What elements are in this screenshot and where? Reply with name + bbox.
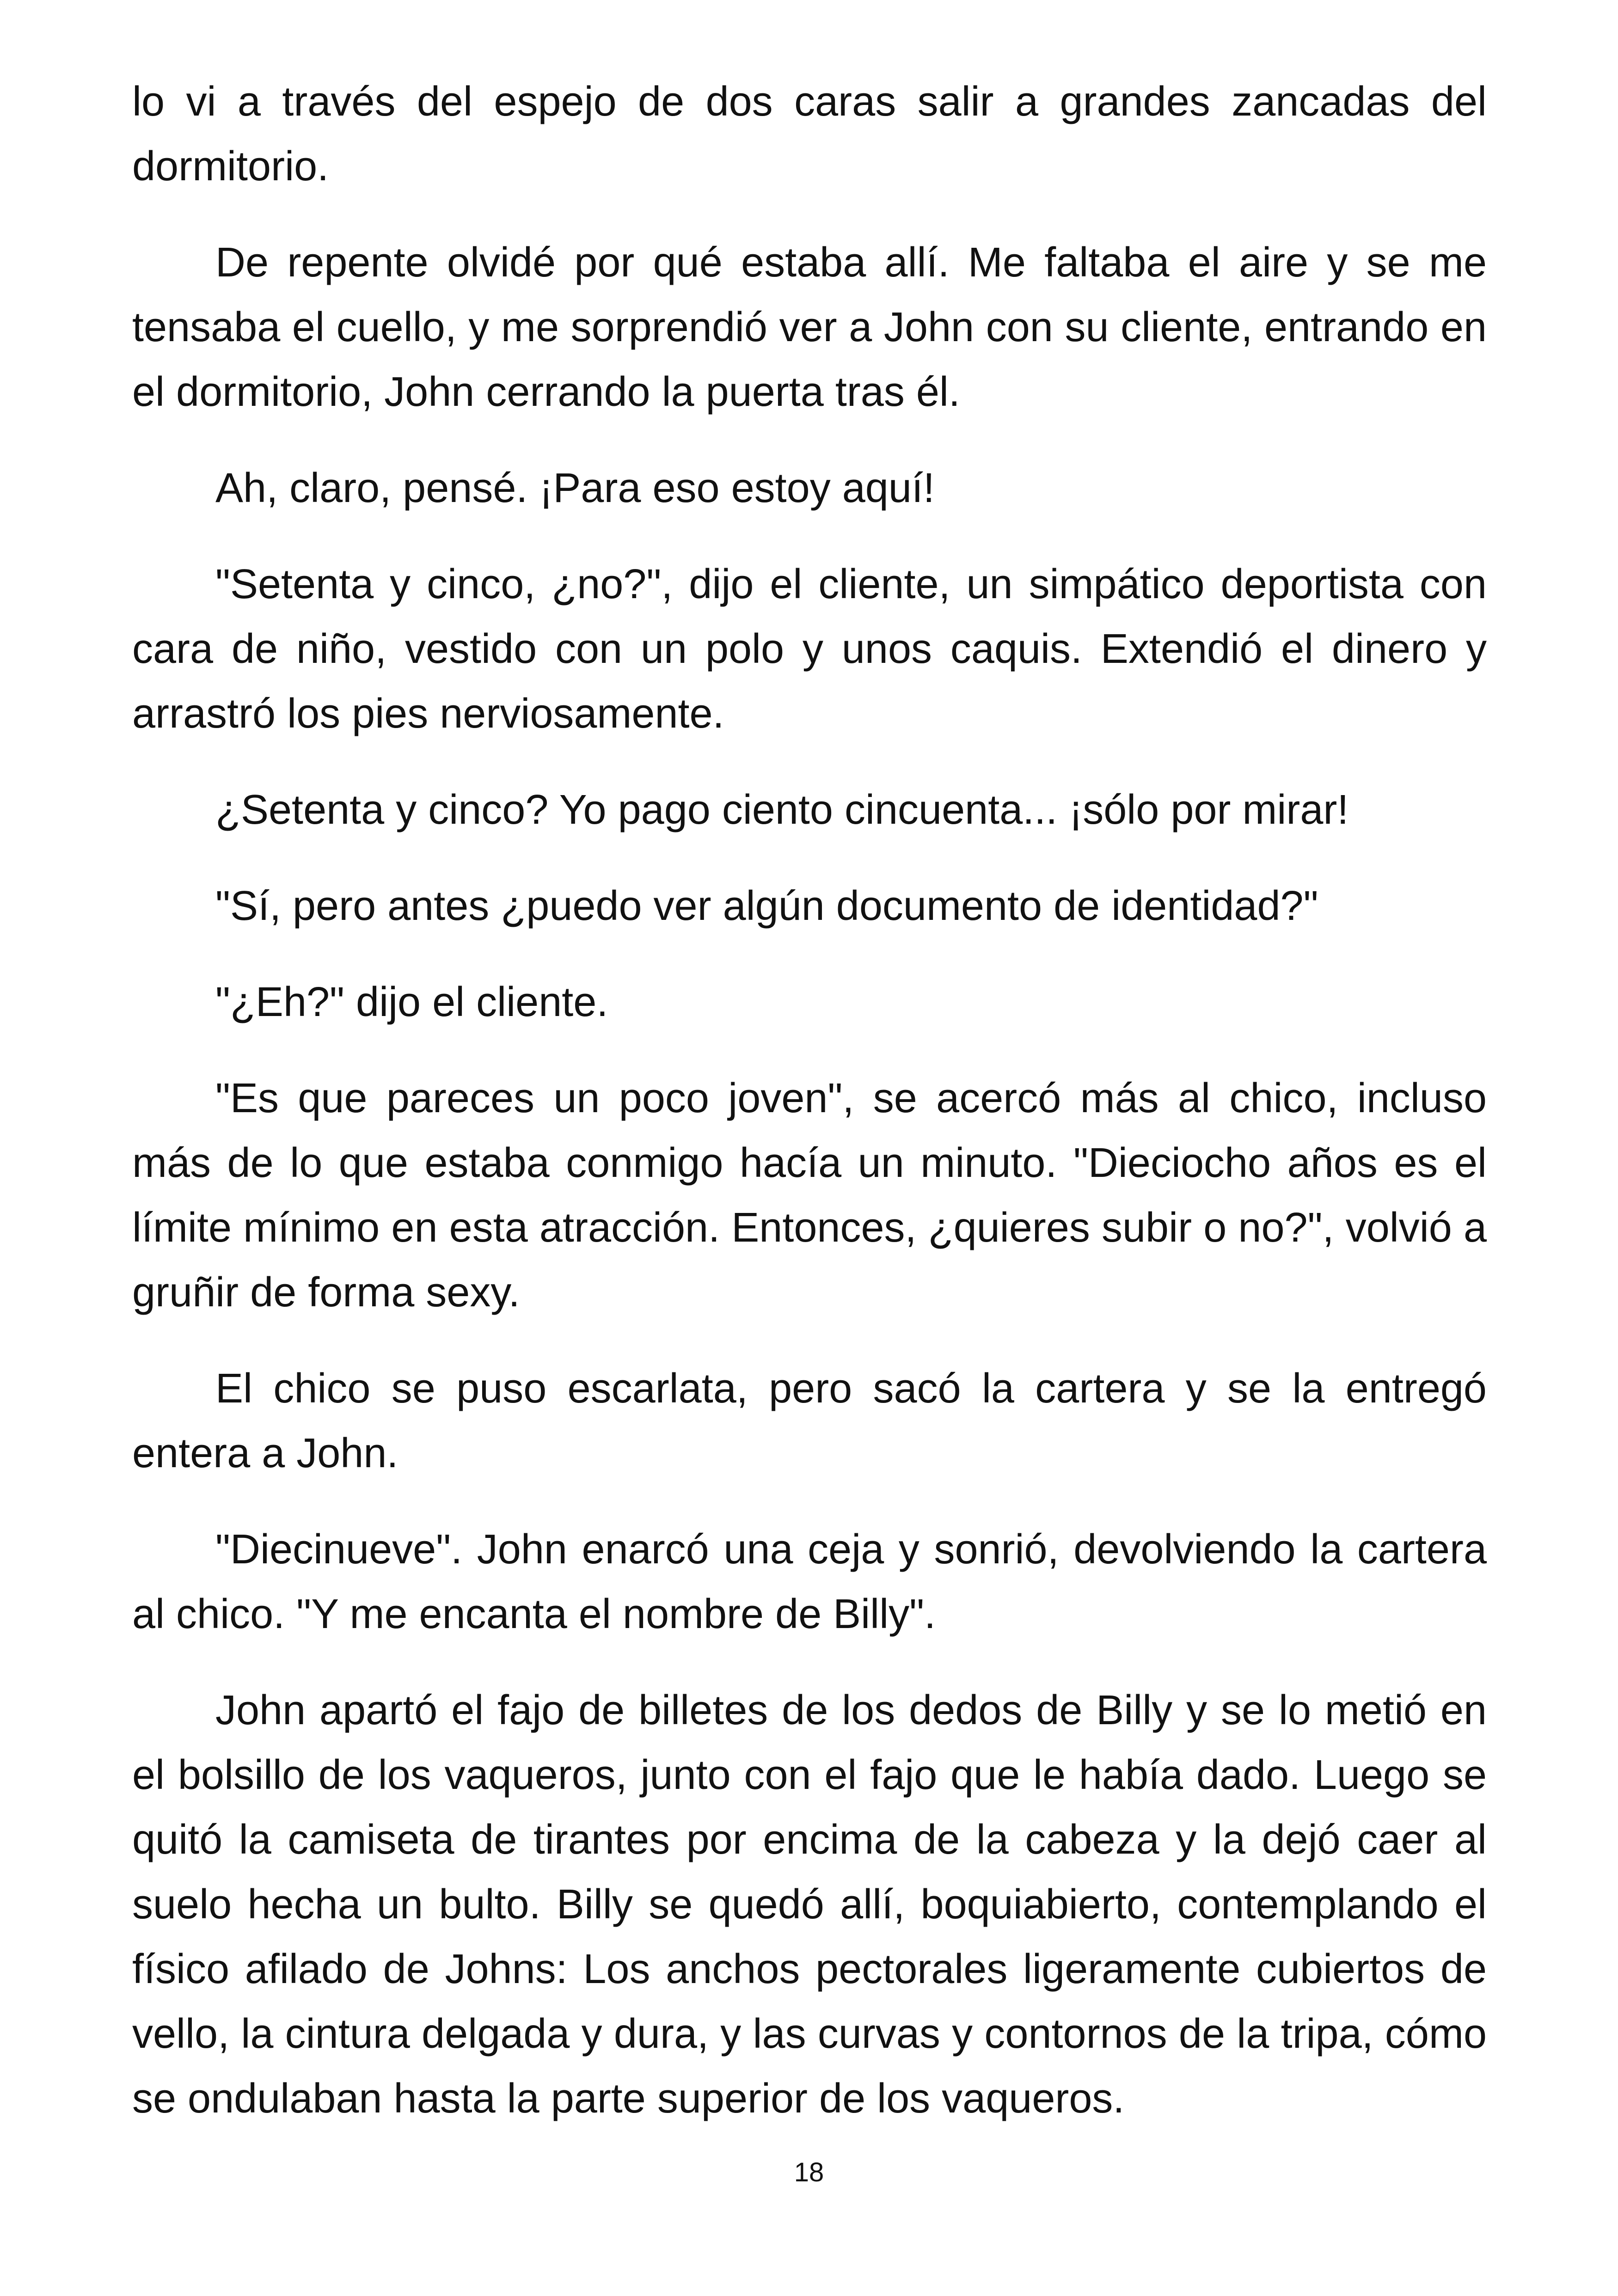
paragraph-5: ¿Setenta y cinco? Yo pago ciento cincuenta... ¡sólo por mirar! xyxy=(215,787,1349,833)
paragraph-3: Ah, claro, pensé. ¡Para eso estoy aquí! xyxy=(215,465,935,511)
paragraph-1: lo vi a través del espejo de dos caras salir a grandes zancadas del dormitorio. xyxy=(132,79,1487,190)
body-text xyxy=(132,69,1487,2162)
paragraph-6: "Sí, pero antes ¿puedo ver algún documento de identidad?" xyxy=(215,883,1318,929)
paragraph-8: "Es que pareces un poco joven", se acercó más al chico, incluso más de lo que estaba conmigo hacía un minuto. "Dieciocho años es el límite mínimo en esta atracción. Entonces, ¿quieres subir o no?", volvió a gruñir de forma sexy. xyxy=(132,1075,1487,1316)
paragraph-2: De repente olvidé por qué estaba allí. Me faltaba el aire y se me tensaba el cuello, y me sorprendió ver a John con su cliente, entrando en el dormitorio, John cerrando la puerta tras él. xyxy=(132,239,1487,415)
paragraph-4: "Setenta y cinco, ¿no?", dijo el cliente, un simpático deportista con cara de niño, vestido con un polo y unos caquis. Extendió el dinero y arrastró los pies nerviosamente. xyxy=(132,561,1487,737)
paragraph-9: El chico se puso escarlata, pero sacó la cartera y se la entregó entera a John. xyxy=(132,1365,1487,1476)
page-number: 18 xyxy=(794,2157,824,2187)
paragraph-7: "¿Eh?" dijo el cliente. xyxy=(215,979,608,1025)
paragraph-11: John apartó el fajo de billetes de los dedos de Billy y se lo metió en el bolsillo de los vaqueros, junto con el fajo que le había dado. Luego se quitó la camiseta de tirantes por encima de la cabeza y la dejó caer al suelo hecha un bulto. Billy se quedó allí, boquiabierto, contemplando el físico afilado de Johns: Los anchos pectorales ligeramente cubiertos de vello, la cintura delgada y dura, y las curvas y contornos de la tripa, cómo se ondulaban hasta la parte superior de los vaqueros. xyxy=(132,1687,1487,2122)
paragraph-10: "Diecinueve". John enarcó una ceja y sonrió, devolviendo la cartera al chico. "Y me encanta el nombre de Billy". xyxy=(132,1526,1487,1637)
